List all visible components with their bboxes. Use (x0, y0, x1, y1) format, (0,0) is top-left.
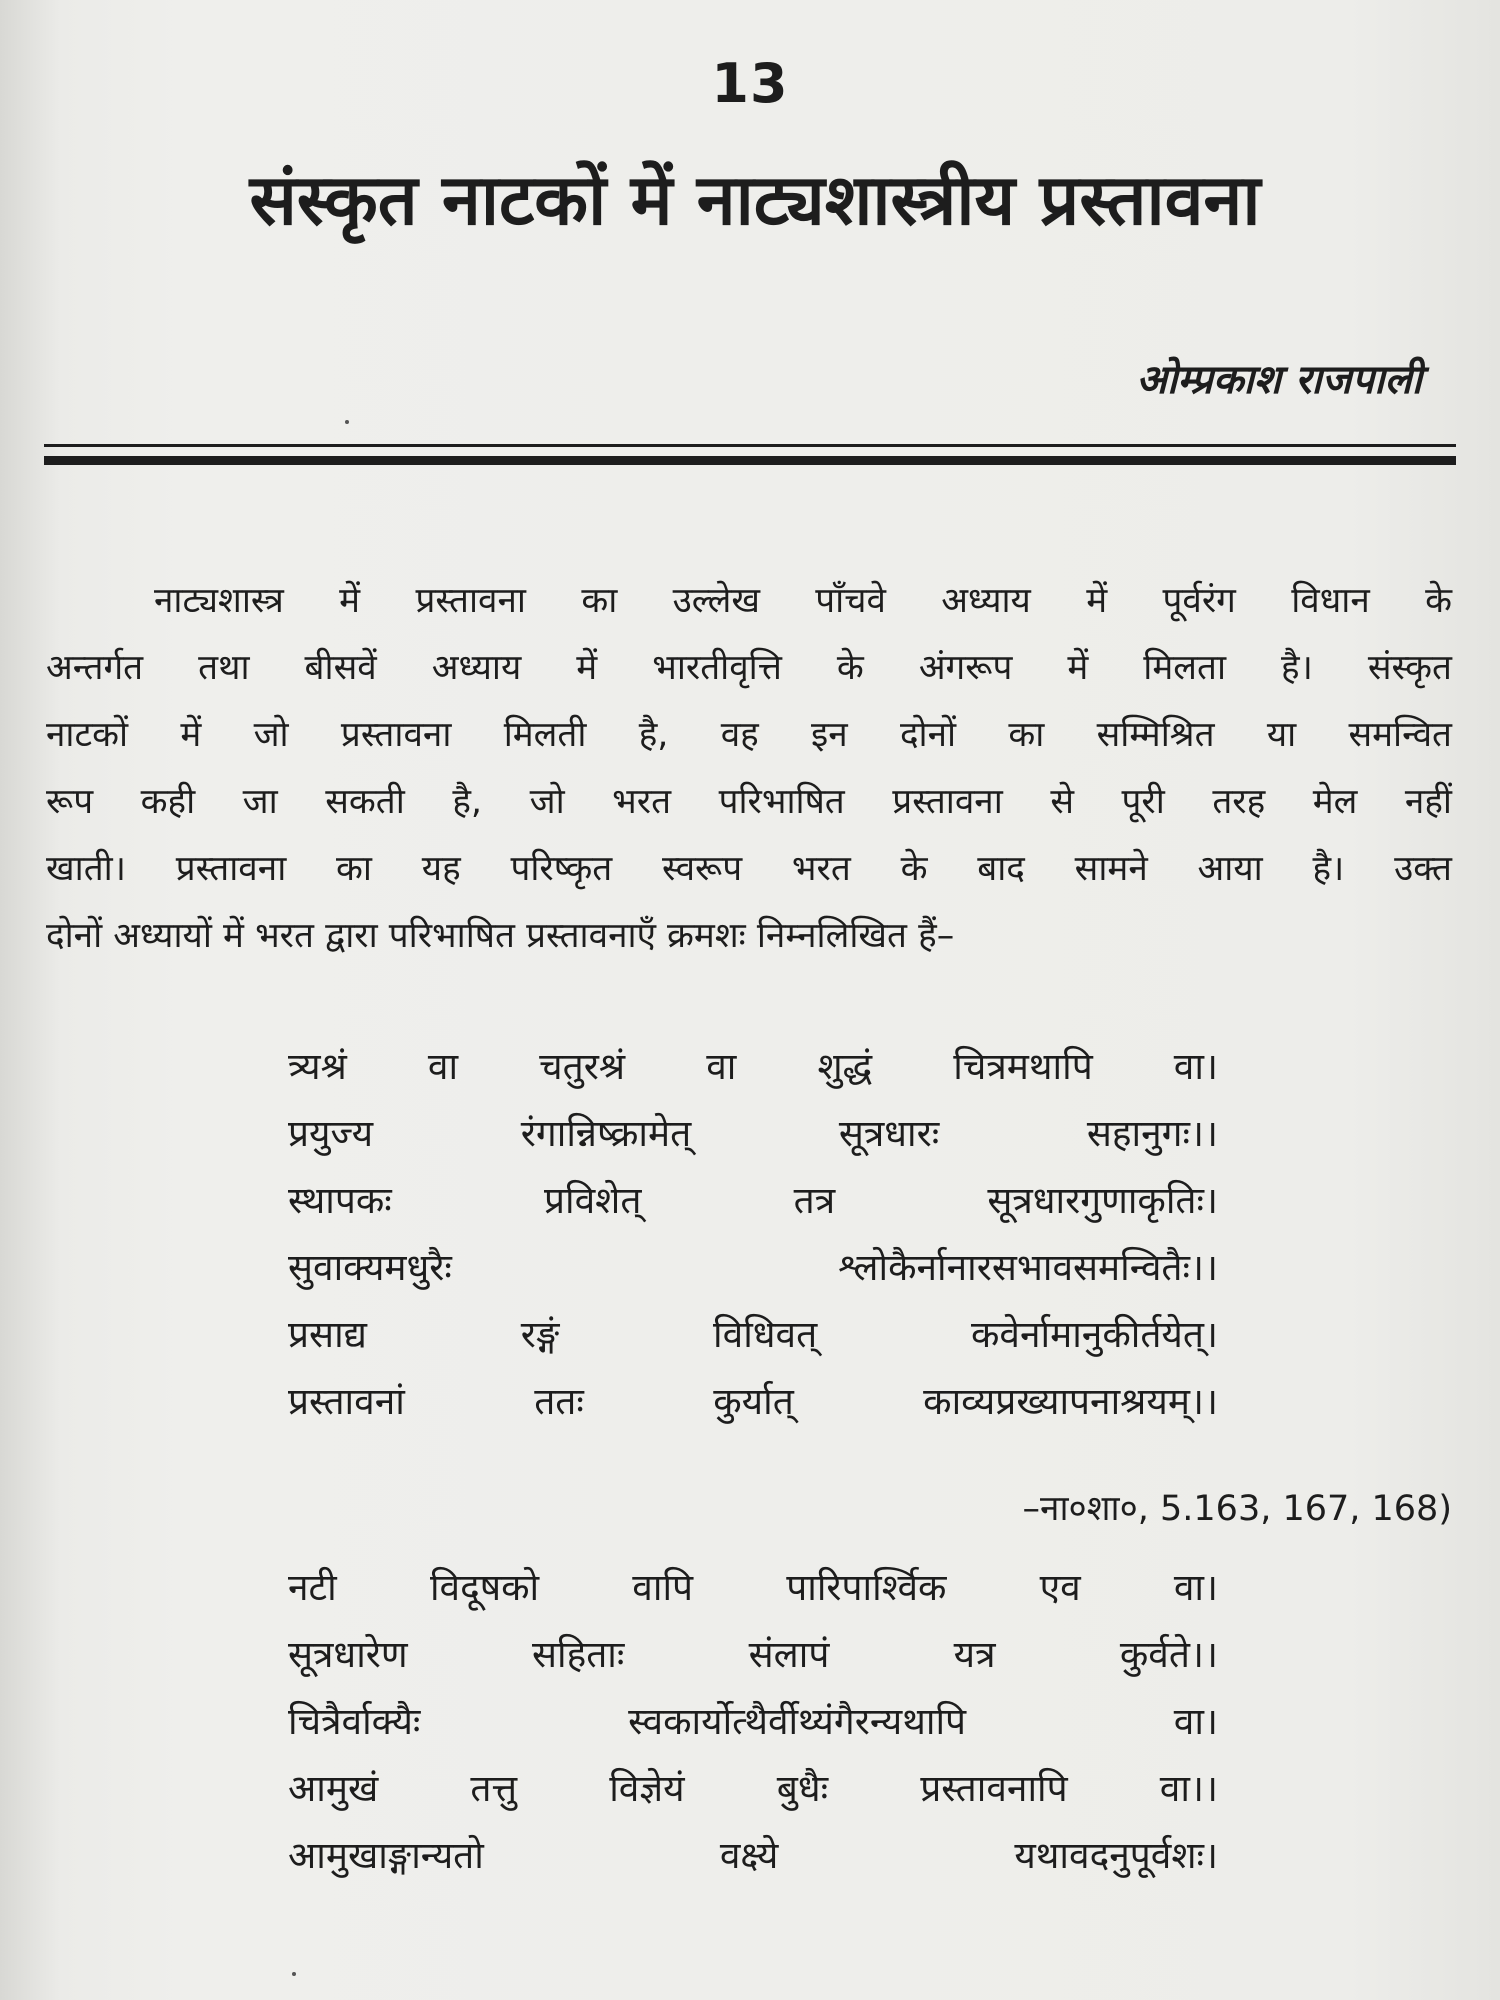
paragraph-line: अन्तर्गत तथा बीसवें अध्याय में भारतीवृत्ति के अंगरूप में मिलता है। संस्कृत (46, 648, 1452, 688)
print-speck (292, 1972, 296, 1976)
verse-line: नटी विदूषको वापि पारिपार्श्विक एव वा। (288, 1566, 1218, 1609)
print-speck (345, 420, 349, 424)
paragraph-line: नाट्यशास्त्र में प्रस्तावना का उल्लेख पाँचवे अध्याय में पूर्वरंग विधान के (154, 581, 1452, 621)
author-name: ओम्प्रकाश राजपाली (1136, 357, 1422, 403)
chapter-title: संस्कृत नाटकों में नाट्यशास्त्रीय प्रस्तावना (249, 159, 1261, 241)
verse-block-1 (288, 1033, 1218, 1435)
verse-citation: –ना०शा०, 5.163, 167, 168) (1022, 1489, 1452, 1529)
verse-line: आमुखं तत्तु विज्ञेयं बुधैः प्रस्तावनापि वा।। (288, 1767, 1218, 1810)
verse-line: सुवाक्यमधुरैः श्लोकैर्नानारसभावसमन्वितैः।। (288, 1246, 1218, 1289)
paragraph-line: रूप कही जा सकती है, जो भरत परिभाषित प्रस्तावना से पूरी तरह मेल नहीं (46, 782, 1452, 822)
verse-line: चित्रैर्वाक्यैः स्वकार्योत्थैर्वीथ्यंगैरन्यथापि वा। (288, 1700, 1218, 1743)
verse-line: प्रयुज्य रंगान्निष्क्रामेत् सूत्रधारः सहानुगः।। (288, 1112, 1218, 1155)
verse-block-2 (288, 1554, 1218, 1889)
header-rule-thin (44, 444, 1456, 447)
paragraph-line: नाटकों में जो प्रस्तावना मिलती है, वह इन दोनों का सम्मिश्रित या समन्वित (46, 715, 1452, 755)
verse-line: प्रसाद्य रङ्गं विधिवत् कवेर्नामानुकीर्तयेत्। (288, 1313, 1218, 1356)
verse-line: त्र्यश्रं वा चतुरश्रं वा शुद्धं चित्रमथापि वा। (288, 1045, 1218, 1088)
paragraph-line: दोनों अध्यायों में भरत द्वारा परिभाषित प्रस्तावनाएँ क्रमशः निम्नलिखित हैं– (46, 916, 955, 956)
verse-line: प्रस्तावनां ततः कुर्यात् काव्यप्रख्यापनाश्रयम्।। (288, 1380, 1218, 1423)
verse-line: आमुखाङ्गान्यतो वक्ष्ये यथावदनुपूर्वशः। (288, 1834, 1218, 1877)
verse-line: सूत्रधारेण सहिताः संलापं यत्र कुर्वते।। (288, 1633, 1218, 1676)
verse-line: स्थापकः प्रविशेत् तत्र सूत्रधारगुणाकृतिः। (288, 1179, 1218, 1222)
header-rule-thick (44, 456, 1456, 465)
chapter-number: 13 (711, 52, 789, 115)
intro-paragraph (46, 568, 1452, 970)
paragraph-line: खाती। प्रस्तावना का यह परिष्कृत स्वरूप भरत के बाद सामने आया है। उक्त (46, 849, 1452, 889)
